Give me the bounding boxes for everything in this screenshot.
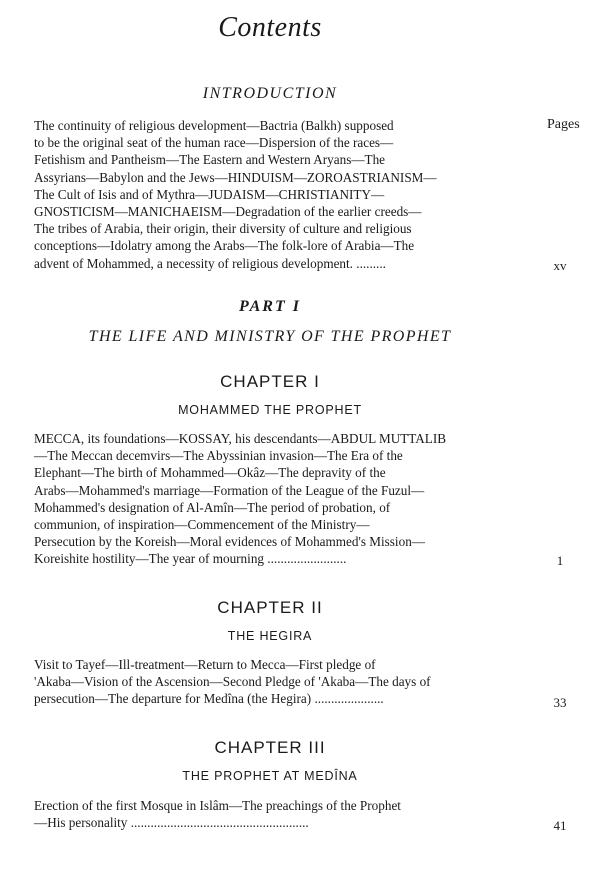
chapter-entry [34,797,530,831]
entry-line: Fetishism and Pantheism—The Eastern and Western Aryans—The [34,152,386,168]
entry-line: communion, of inspiration—Commencement of the Ministry— [34,517,370,533]
entry-line: —His personality ...................................................... [34,815,309,831]
part-label: PART I [239,298,301,315]
entry-line: Erection of the first Mosque in Islâm—The preachings of the Prophet [34,798,401,813]
entry-line: The tribes of Arabia, their origin, their diversity of culture and religious [34,221,412,237]
chapter-label: CHAPTER III [214,738,326,757]
introduction-page-number: xv [553,258,567,273]
page-title: Contents [218,12,322,43]
chapter-entry [34,430,530,568]
entry-line: Elephant—The birth of Mohammed—Okâz—The depravity of the [34,465,386,481]
pages-column-label: Pages [547,117,580,132]
introduction-heading: INTRODUCTION [202,85,338,102]
chapter-page-number: 33 [553,695,567,710]
entry-line: GNOSTICISM—MANICHAEISM—Degradation of the earlier creeds— [34,204,422,220]
chapter-title: THE PROPHET AT MEDÎNA [182,769,358,783]
entry-line: to be the original seat of the human race—Dispersion of the races— [34,135,394,151]
entry-line: Koreishite hostility—The year of mourning ........................ [34,551,347,567]
chapter-label: CHAPTER I [220,372,320,391]
part-title: THE LIFE AND MINISTRY OF THE PROPHET [88,328,452,345]
entry-line: The continuity of religious development—Bactria (Balkh) supposed [34,118,394,133]
introduction-entry [34,117,530,272]
chapter-page-number: 1 [556,553,564,568]
entry-line: advent of Mohammed, a necessity of religious development. ......... [34,255,386,271]
entry-line: 'Akaba—Vision of the Ascension—Second Pledge of 'Akaba—The days of [34,674,431,690]
entry-line: Arabs—Mohammed's marriage—Formation of the League of the Fuzul— [34,482,425,498]
chapter-label: CHAPTER II [217,598,323,617]
entry-line: conceptions—Idolatry among the Arabs—The folk-lore of Arabia—The [34,238,415,254]
entry-line: Assyrians—Babylon and the Jews—HINDUISM—ZOROASTRIANISM— [34,169,437,185]
entry-line: The Cult of Isis and of Mythra—JUDAISM—CHRISTIANITY— [34,186,385,202]
entry-line: Mohammed's designation of Al-Amîn—The period of probation, of [34,499,391,515]
chapter-title: MOHAMMED THE PROPHET [178,403,362,417]
entry-line: —The Meccan decemvirs—The Abyssinian invasion—The Era of the [34,448,403,464]
chapter-entry [34,656,530,708]
entry-line: MECCA, its foundations—KOSSAY, his descendants—ABDUL MUTTALIB [34,431,447,446]
chapter-page-number: 41 [553,818,567,833]
entry-line: Visit to Tayef—Ill-treatment—Return to Mecca—First pledge of [34,657,376,672]
entry-line: persecution—The departure for Medîna (the Hegira) ..................... [34,691,384,707]
chapter-title: THE HEGIRA [227,629,313,643]
entry-line: Persecution by the Koreish—Moral evidences of Mohammed's Mission— [34,534,425,550]
